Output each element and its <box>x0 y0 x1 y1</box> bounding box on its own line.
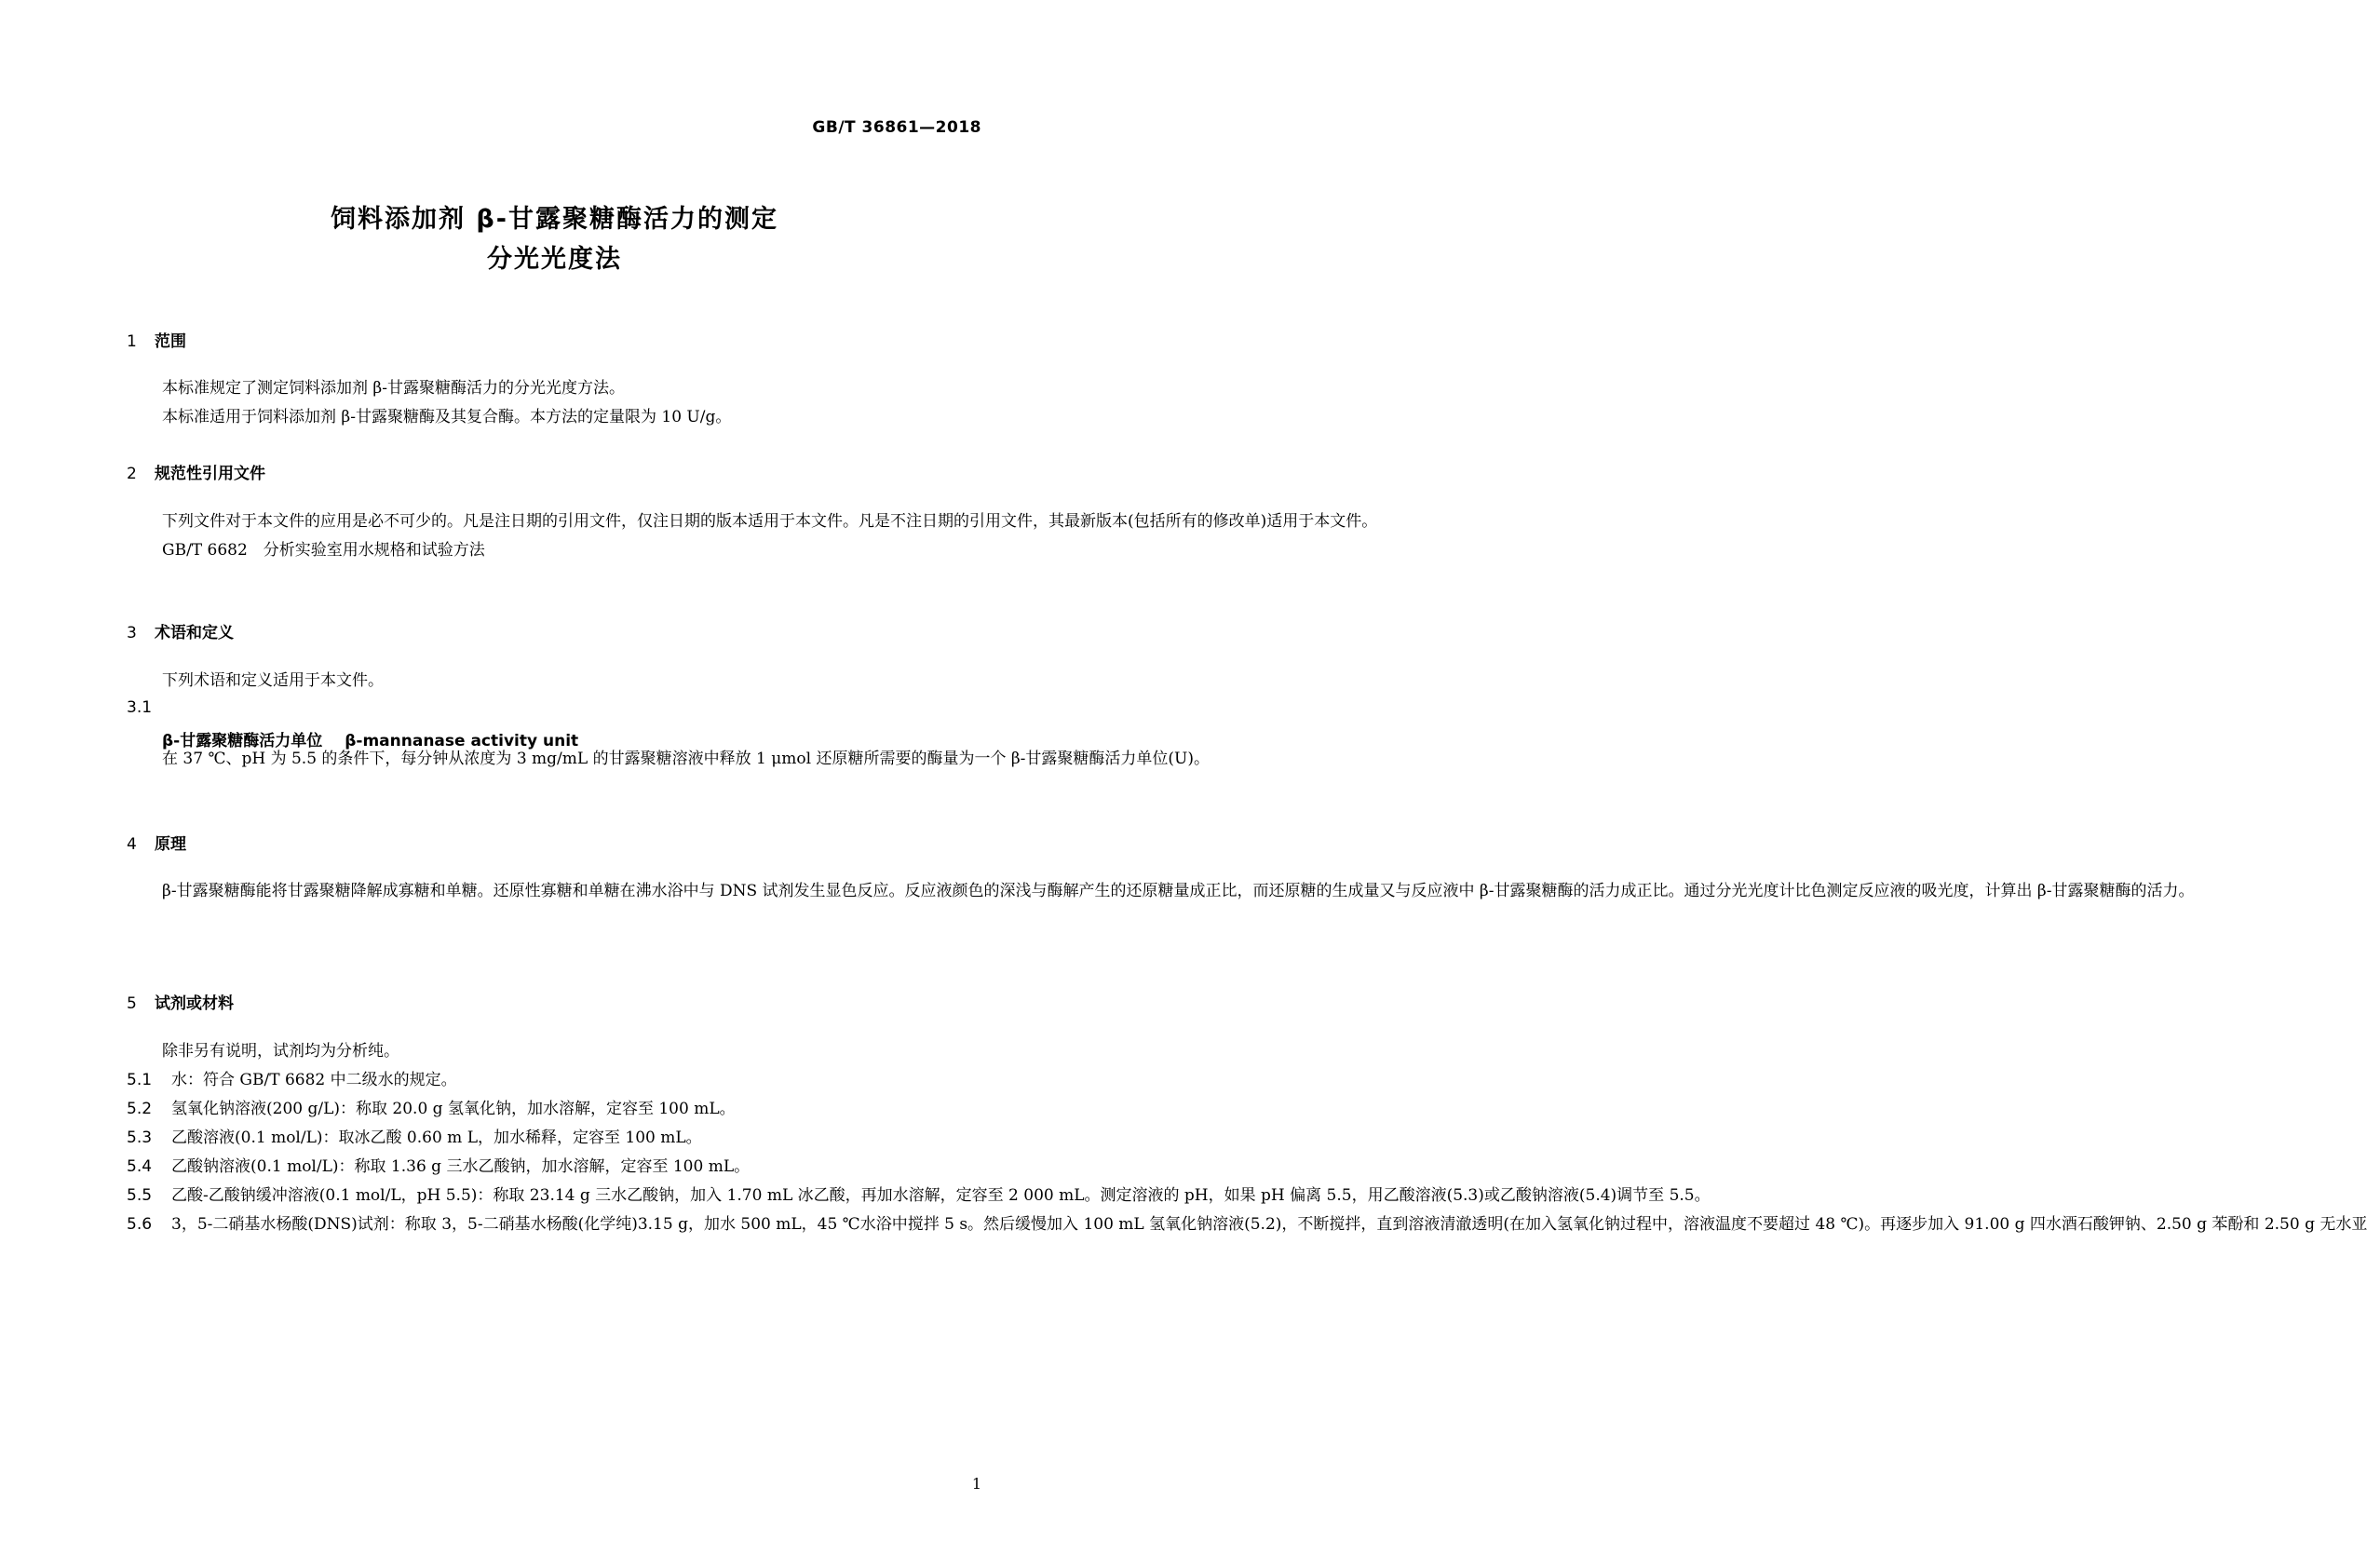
section-title: 试剂或材料 <box>155 994 234 1013</box>
document-title: 饲料添加剂 β-甘露聚糖酶活力的测定 <box>331 205 778 234</box>
section-3-heading <box>127 619 234 642</box>
reagent-item <box>127 1210 2367 1239</box>
term-english: β-mannanase activity unit <box>345 732 579 750</box>
section-title: 范围 <box>155 332 186 351</box>
term-definition-block <box>127 745 1211 774</box>
section-5-heading <box>127 990 234 1013</box>
section-title: 原理 <box>155 835 186 854</box>
section-2-body <box>127 507 1378 565</box>
term-definition: 在 37 ℃、pH 为 5.5 的条件下，每分钟从浓度为 3 mg/mL 的甘露聚糖溶液中释放 1 μmol 还原糖所需要的酶量为一个 β-甘露聚糖酶活力单位(U)。 <box>162 750 1211 768</box>
page-number: 1 <box>971 1475 981 1493</box>
standard-number: GB/T 36861—2018 <box>812 118 981 137</box>
item-number: 5.3 <box>127 1129 153 1147</box>
paragraph: 除非另有说明，试剂均为分析纯。 <box>162 1042 399 1061</box>
item-number: 5.5 <box>127 1186 153 1205</box>
term-number: 3.1 <box>127 698 153 717</box>
reagent-item <box>127 1153 983 1182</box>
section-title: 术语和定义 <box>155 624 234 642</box>
section-5-body <box>127 1037 2367 1239</box>
item-text: 乙酸-乙酸钠缓冲溶液(0.1 mol/L，pH 5.5)：称取 23.14 g 三水乙酸钠，加入 1.70 mL 冰乙酸，再加水溶解，定容至 2 000 mL。测定溶液的 pH，如果 pH 偏离 5.5，用乙酸溶液(5.3)或乙酸钠溶液(5.4)调节至 5.5。 <box>171 1186 1711 1205</box>
item-text: 乙酸钠溶液(0.1 mol/L)：称取 1.36 g 三水乙酸钠，加水溶解，定容至 100 mL。 <box>171 1157 751 1176</box>
item-number: 5.4 <box>127 1157 153 1176</box>
reagent-item <box>127 1095 983 1124</box>
item-text: 3，5-二硝基水杨酸(DNS)试剂：称取 3，5-二硝基水杨酸(化学纯)3.15 g，加水 500 mL，45 ℃水浴中搅拌 5 s。然后缓慢加入 100 mL 氢氧化钠溶液(5.2)，不断搅拌，直到溶液清澈透明(在加入氢氧化钠过程中，溶液温度不要超过 48 ℃)。再逐步加入 91.00 g 四水酒石酸钾钠、2.50 g 苯酚和 2.50 g 无水亚 <box>171 1215 2367 1234</box>
section-title: 规范性引用文件 <box>155 465 265 483</box>
item-text: 乙酸溶液(0.1 mol/L)：取冰乙酸 0.60 m L，加水稀释，定容至 100 mL。 <box>171 1129 702 1147</box>
term-chinese: β-甘露聚糖酶活力单位 <box>162 732 323 750</box>
item-number: 5.2 <box>127 1100 153 1118</box>
item-number: 5.1 <box>127 1071 153 1089</box>
reagent-item <box>127 1124 983 1153</box>
paragraph: 下列文件对于本文件的应用是必不可少的。凡是注日期的引用文件，仅注日期的版本适用于本文件。凡是不注日期的引用文件，其最新版本(包括所有的修改单)适用于本文件。 <box>162 512 1378 531</box>
reagent-item <box>127 1182 1711 1210</box>
section-4-body <box>127 877 2195 906</box>
section-number: 5 <box>127 994 137 1013</box>
paragraph: 下列术语和定义适用于本文件。 <box>162 671 384 690</box>
section-2-heading <box>127 460 265 483</box>
item-number: 5.6 <box>127 1215 153 1234</box>
paragraph: 本标准规定了测定饲料添加剂 β-甘露聚糖酶活力的分光光度方法。 <box>162 379 625 398</box>
normative-reference: GB/T 6682 分析实验室用水规格和试验方法 <box>162 541 485 560</box>
section-4-heading <box>127 831 186 854</box>
section-1-heading <box>127 328 186 351</box>
reagent-item <box>127 1066 983 1095</box>
section-number: 4 <box>127 835 137 854</box>
paragraph: 本标准适用于饲料添加剂 β-甘露聚糖酶及其复合酶。本方法的定量限为 10 U/g。 <box>162 408 732 426</box>
section-number: 2 <box>127 465 137 483</box>
item-text: 水：符合 GB/T 6682 中二级水的规定。 <box>171 1071 457 1089</box>
section-3-intro <box>127 667 983 696</box>
section-number: 3 <box>127 624 137 642</box>
section-number: 1 <box>127 332 137 351</box>
paragraph: β-甘露聚糖酶能将甘露聚糖降解成寡糖和单糖。还原性寡糖和单糖在沸水浴中与 DNS 试剂发生显色反应。反应液颜色的深浅与酶解产生的还原糖量成正比，而还原糖的生成量又与反应液中 β-甘露聚糖酶的活力成正比。通过分光光度计比色测定反应液的吸光度，计算出 β-甘露聚糖酶的活力。 <box>162 882 2195 900</box>
item-text: 氢氧化钠溶液(200 g/L)：称取 20.0 g 氢氧化钠，加水溶解，定容至 100 mL。 <box>171 1100 736 1118</box>
section-1-body <box>127 374 983 432</box>
document-subtitle: 分光光度法 <box>487 245 622 274</box>
